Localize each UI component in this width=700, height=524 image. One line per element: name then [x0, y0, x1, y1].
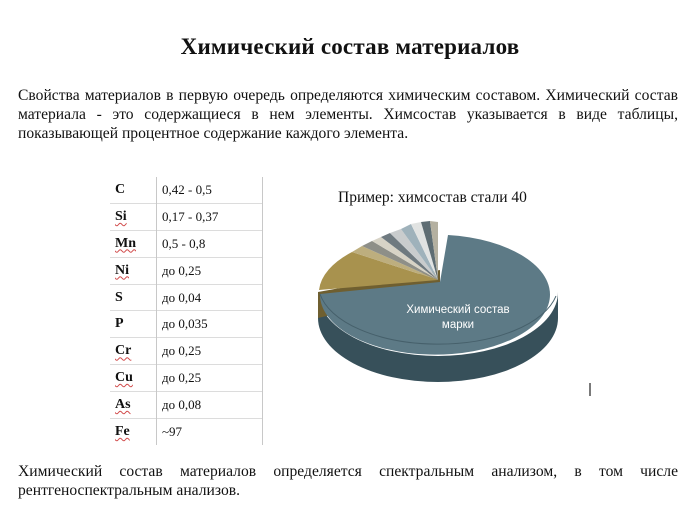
- element-value: до 0,25: [157, 365, 263, 392]
- element-symbol: P: [110, 311, 157, 338]
- table-row: [110, 338, 263, 365]
- table-row: [110, 311, 263, 338]
- chart-title: Пример: химсостав стали 40: [338, 189, 527, 206]
- page-title: Химический состав материалов: [180, 34, 520, 59]
- outro-paragraph: Химический состав материалов определяется спектральным анализом, в том числе рентгеноспектральным анализов.: [18, 463, 678, 499]
- element-value: до 0,25: [157, 338, 263, 365]
- table-row: [110, 230, 263, 257]
- element-value: 0,5 - 0,8: [157, 230, 263, 257]
- composition-table: [110, 177, 263, 445]
- element-value: ~97: [157, 419, 263, 445]
- element-symbol: Ni: [110, 257, 157, 284]
- slice-label: Химический состав: [406, 304, 510, 316]
- element-symbol: Fe: [110, 419, 157, 445]
- intro-paragraph: Свойства материалов в первую очередь определяются химическим составом. Химический состав материала - это содержащиеся в нем элементы. Химсостав указывается в виде таблицы, показывающей процентное содержание каждого элемента.: [18, 87, 678, 142]
- element-value: 0,42 - 0,5: [157, 177, 263, 203]
- table-row: [110, 177, 263, 203]
- element-symbol: Si: [110, 203, 157, 230]
- table-row: [110, 365, 263, 392]
- element-symbol: S: [110, 284, 157, 311]
- element-value: до 0,08: [157, 392, 263, 419]
- table-row: [110, 257, 263, 284]
- element-symbol: As: [110, 392, 157, 419]
- table-row: [110, 419, 263, 445]
- element-value: до 0,04: [157, 284, 263, 311]
- slice-label: марки: [441, 319, 475, 331]
- element-symbol: C: [110, 177, 157, 203]
- table-row: [110, 392, 263, 419]
- element-value: до 0,035: [157, 311, 263, 338]
- pie-chart-illustration: [310, 210, 600, 400]
- element-value: до 0,25: [157, 257, 263, 284]
- table-row: [110, 203, 263, 230]
- element-symbol: Cr: [110, 338, 157, 365]
- element-value: 0,17 - 0,37: [157, 203, 263, 230]
- element-symbol: Cu: [110, 365, 157, 392]
- table-row: [110, 284, 263, 311]
- element-symbol: Mn: [110, 230, 157, 257]
